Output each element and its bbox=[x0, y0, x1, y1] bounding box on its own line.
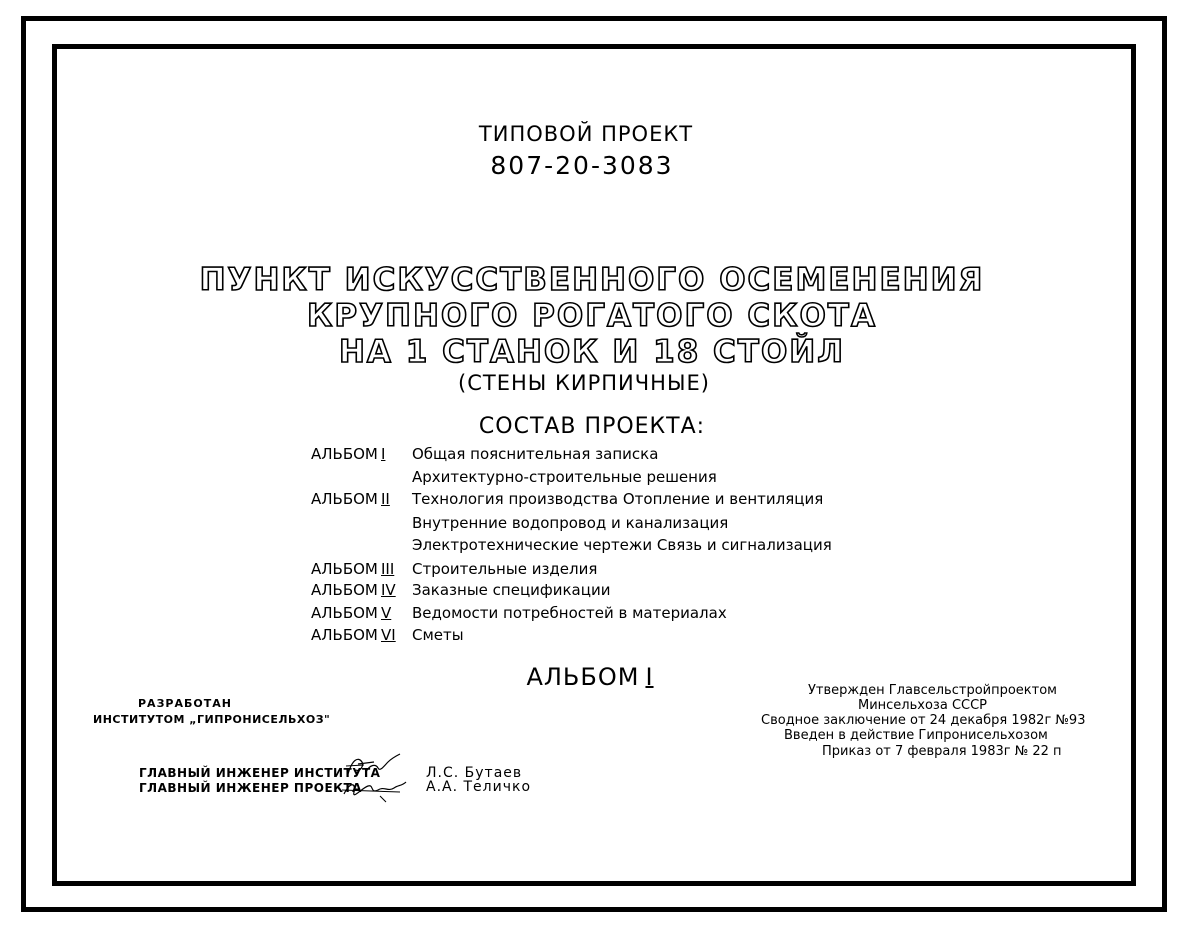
title-subtitle: (СТЕНЫ КИРПИЧНЫЕ) bbox=[458, 371, 710, 395]
album-row bbox=[311, 489, 824, 509]
album-row bbox=[311, 559, 598, 579]
developer-line-2: ИНСТИТУТОМ „ГИПРОНИСЕЛЬХОЗ" bbox=[93, 713, 331, 726]
album-label: АЛЬБОМ bbox=[311, 445, 378, 463]
composition-heading: СОСТАВ ПРОЕКТА: bbox=[478, 414, 706, 439]
album-number: I bbox=[381, 445, 386, 463]
album-description-cont: Архитектурно-строительные решения bbox=[412, 468, 717, 486]
album-description: Строительные изделия bbox=[412, 560, 598, 578]
album-description: Заказные спецификации bbox=[412, 581, 611, 599]
approval-line-1: Утвержден Главсельстройпроектом bbox=[808, 683, 1057, 698]
album-description: Ведомости потребностей в материалах bbox=[412, 604, 727, 622]
album-description-cont: Электротехнические чертежи Связь и сигнализация bbox=[412, 536, 832, 554]
album-label: АЛЬБОМ bbox=[311, 581, 378, 599]
album-row bbox=[311, 603, 727, 623]
chief-institute-name: Л.С. Бутаев bbox=[426, 765, 523, 781]
album-label: АЛЬБОМ bbox=[311, 560, 378, 578]
album-label: АЛЬБОМ bbox=[311, 604, 378, 622]
album-number: III bbox=[381, 560, 395, 578]
album-row bbox=[311, 625, 464, 645]
title-line-3: НА 1 СТАНОК И 18 СТОЙЛ bbox=[338, 334, 846, 370]
current-album bbox=[526, 663, 653, 691]
approval-line-4: Введен в действие Гипронисельхозом bbox=[784, 728, 1048, 743]
current-album-number: I bbox=[645, 663, 654, 691]
album-row bbox=[311, 580, 611, 600]
album-label: АЛЬБОМ bbox=[311, 490, 378, 508]
album-row bbox=[311, 444, 659, 464]
chief-project-title: ГЛАВНЫЙ ИНЖЕНЕР ПРОЕКТА bbox=[139, 781, 362, 795]
current-album-label: АЛЬБОМ bbox=[526, 663, 640, 691]
developer-line-1: РАЗРАБОТАН bbox=[138, 697, 232, 710]
album-number: VI bbox=[381, 626, 396, 644]
project-number: 807-20-3083 bbox=[490, 151, 674, 180]
approval-line-3: Сводное заключение от 24 декабря 1982г №93 bbox=[761, 713, 1086, 728]
chief-institute-title: ГЛАВНЫЙ ИНЖЕНЕР ИНСТИТУТА bbox=[139, 766, 381, 780]
album-description: Сметы bbox=[412, 626, 464, 644]
album-number: V bbox=[381, 604, 392, 622]
project-kind: ТИПОВОЙ ПРОЕКТ bbox=[478, 122, 694, 146]
album-description-cont: Внутренние водопровод и канализация bbox=[412, 514, 729, 532]
album-description: Технология производства Отопление и вентиляция bbox=[412, 490, 824, 508]
album-number: IV bbox=[381, 581, 396, 599]
title-line-1: ПУНКТ ИСКУССТВЕННОГО ОСЕМЕНЕНИЯ bbox=[199, 262, 985, 298]
album-label: АЛЬБОМ bbox=[311, 626, 378, 644]
approval-line-5: Приказ от 7 февраля 1983г № 22 п bbox=[822, 744, 1062, 759]
approval-line-2: Минсельхоза СССР bbox=[858, 698, 988, 713]
album-description: Общая пояснительная записка bbox=[412, 445, 659, 463]
signature-telichko-icon bbox=[340, 776, 412, 804]
chief-project-name: А.А. Теличко bbox=[426, 779, 532, 795]
title-line-2: КРУПНОГО РОГАТОГО СКОТА bbox=[307, 298, 877, 334]
album-number: II bbox=[381, 490, 390, 508]
